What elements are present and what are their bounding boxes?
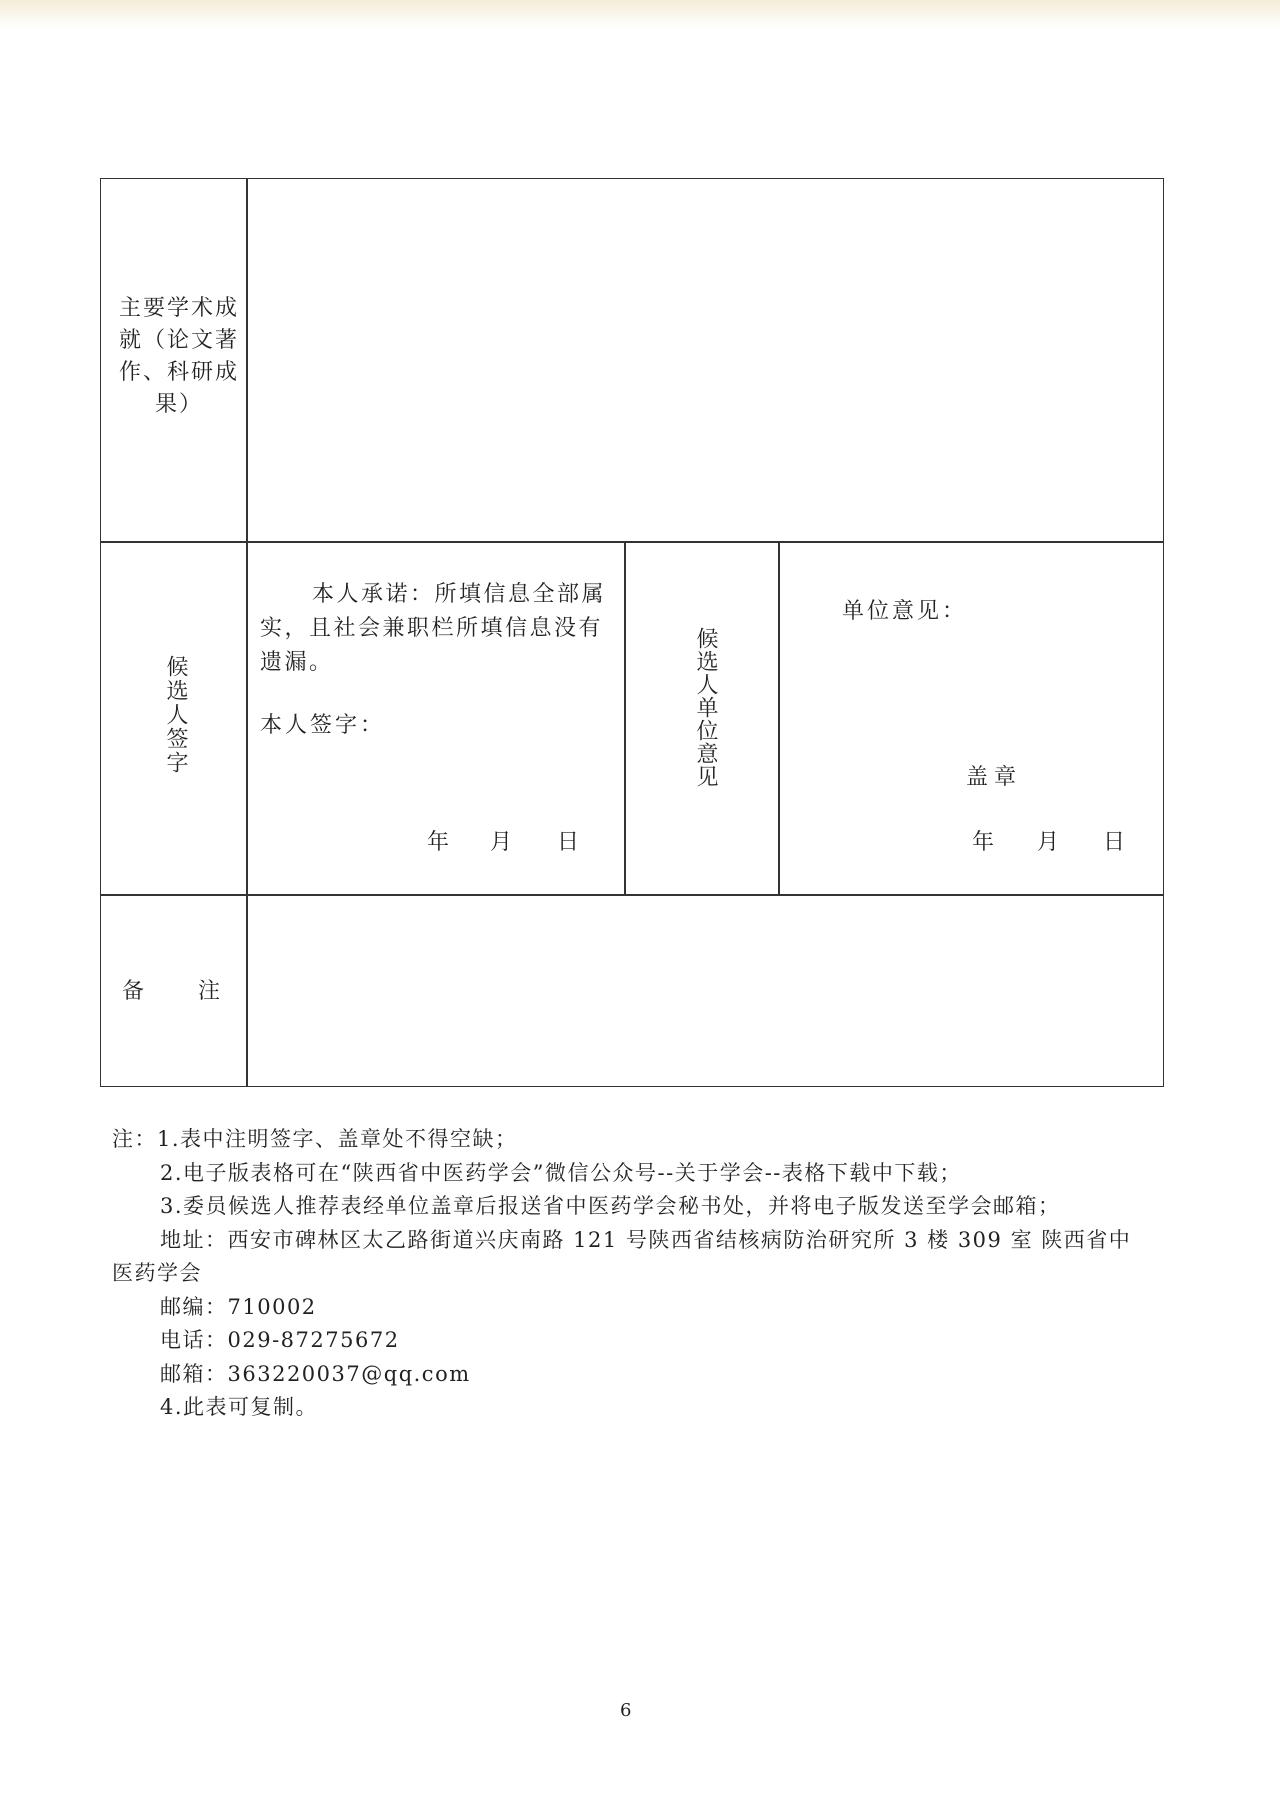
unit-opinion-label: 候选人单位意见	[693, 627, 718, 788]
table-divider	[100, 894, 1164, 896]
seal-label: 盖章	[966, 765, 1023, 790]
achievements-label: 主要学术成就（论文著作、科研成果）	[118, 296, 239, 417]
note-address: 地址：西安市碑林区太乙路街道兴庆南路 121 号陕西省结核病防治研究所 3 楼 309 室 陕西省中医药学会	[112, 1227, 1132, 1285]
unit-opinion-field[interactable]	[790, 640, 1150, 740]
remarks-label-1: 备	[122, 979, 148, 1004]
page-number: 6	[620, 1700, 632, 1721]
note-line-1	[112, 1123, 1152, 1157]
note-item-2: 2.电子版表格可在“陕西省中医药学会”微信公众号--关于学会--表格下载中下载；	[160, 1160, 962, 1185]
unit-month: 月	[1037, 830, 1063, 855]
table-divider	[100, 541, 1164, 543]
note-phone: 电话：029-87275672	[160, 1328, 400, 1352]
signature-label: 本人签字：	[260, 713, 386, 738]
table-divider	[624, 541, 626, 895]
unit-year: 年	[972, 830, 998, 855]
table-divider	[778, 541, 780, 895]
signature-year: 年	[427, 830, 453, 855]
achievements-field[interactable]	[250, 182, 1160, 538]
scan-top-band	[0, 0, 1280, 28]
note-email: 邮箱：363220037@qq.com	[160, 1361, 471, 1386]
candidate-signature-label: 候选人签字	[163, 655, 188, 775]
note-item-4: 4.此表可复制。	[160, 1395, 319, 1419]
note-item-3: 3.委员候选人推荐表经单位盖章后报送省中医药学会秘书处，并将电子版发送至学会邮箱；	[160, 1194, 1061, 1218]
pledge-text: 本人承诺：所填信息全部属实，且社会兼职栏所填信息没有遗漏。	[260, 582, 607, 675]
unit-day: 日	[1103, 830, 1129, 855]
remarks-field[interactable]	[250, 898, 1160, 1083]
table-divider	[246, 178, 248, 1087]
notes-prefix: 注：	[112, 1127, 157, 1151]
notes-section	[112, 1123, 1152, 1425]
note-item-1: 1.表中注明签字、盖章处不得空缺；	[157, 1127, 518, 1151]
unit-opinion-heading: 单位意见：	[842, 599, 968, 624]
note-postcode: 邮编：710002	[160, 1294, 317, 1319]
signature-month: 月	[490, 830, 516, 855]
signature-field[interactable]	[380, 705, 610, 745]
remarks-label-2: 注	[198, 979, 224, 1004]
signature-day: 日	[557, 830, 583, 855]
